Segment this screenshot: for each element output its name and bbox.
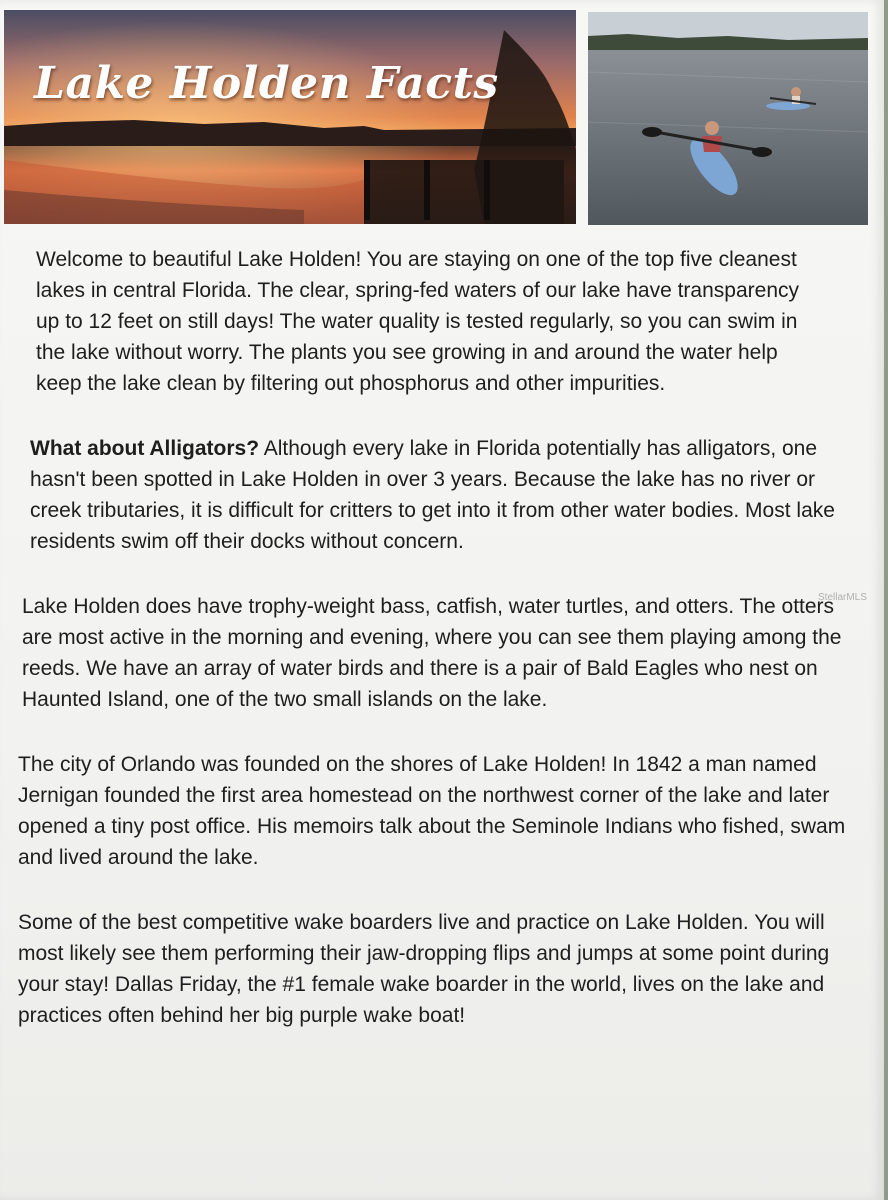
kayakers-illustration [588, 12, 868, 225]
wakeboard-paragraph: Some of the best competitive wake boarders live and practice on Lake Holden. You will most likely see them performing their jaw-dropping flips and jumps at some point during your stay! Dallas Friday, the #1 female wake boarder in the world, lives on the lake and practices often behind her big purple wake boat! [18, 911, 830, 1027]
intro-paragraph: Welcome to beautiful Lake Holden! You are staying on one of the top five cleanest lakes in central Florida. The clear, spring-fed waters of our lake have transparency up to 12 feet on still days! The water quality is tested regularly, so you can swim in the lake without worry. The plants you see growing in and around the water help keep the lake clean by filtering out phosphorus and other impurities. [36, 248, 799, 395]
alligators-paragraph [16, 433, 868, 557]
sunset-lake-photo [4, 10, 576, 224]
sunset-lake-illustration [4, 10, 576, 224]
history-paragraph: The city of Orlando was founded on the shores of Lake Holden! In 1842 a man named Jernigan founded the first area homestead on the northwest corner of the lake and later opened a tiny post office. His memoirs talk about the Seminole Indians who fished, swam and lived around the lake. [18, 753, 846, 869]
alligators-heading: What about Alligators? [30, 437, 260, 460]
watermark-label: StellarMLS [818, 592, 867, 603]
flyer-body [16, 244, 868, 1065]
wildlife-paragraph: Lake Holden does have trophy-weight bass, catfish, water turtles, and otters. The otters are most active in the morning and evening, where you can see them playing among the reeds. We have an array of water birds and there is a pair of Bald Eagles who nest on Haunted Island, one of the two small islands on the lake. [22, 595, 842, 711]
page-title: Lake Holden Facts [34, 58, 499, 109]
alligators-text: Although every lake in Florida potentially has alligators, one hasn't been spotted in Lake Holden in over 3 years. Because the lake has no river or creek tributaries, it is difficult for critters to get into it from other water bodies. Most lake residents swim off their docks without concern. [30, 437, 835, 553]
kayakers-photo [588, 12, 868, 225]
